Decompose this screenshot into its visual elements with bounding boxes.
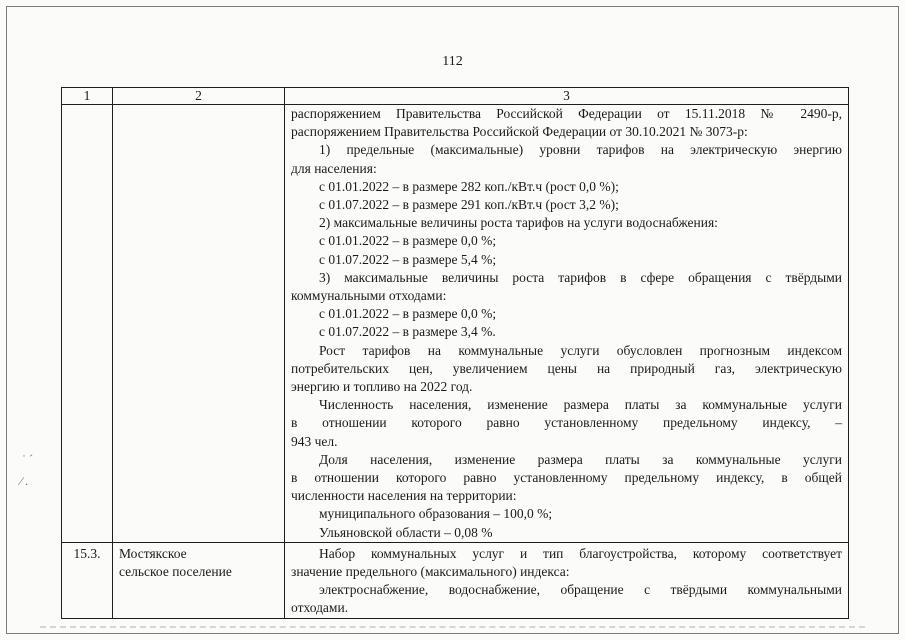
content-line: в отношении которого равно установленному предельному индексу, в общей	[291, 470, 842, 486]
content-line: 3) максимальные величины роста тарифов в сфере обращения с твёрдыми	[319, 269, 842, 285]
content-line: Численность населения, изменение размера платы за коммунальные услуги	[319, 397, 842, 413]
content-line: энергию и топливо на 2022 год.	[291, 379, 473, 395]
content-line: для населения:	[291, 160, 377, 176]
content-line: Доля населения, изменение размера платы за коммунальные услуги	[319, 451, 842, 467]
content-line: значение предельного (максимального) индекса:	[291, 564, 570, 580]
content-line: в отношении которого равно установленному предельному индексу, –	[291, 415, 842, 431]
row-number-cell	[62, 105, 113, 543]
content-line: с 01.07.2022 – в размере 3,4 %.	[319, 324, 496, 340]
row-name-cell	[113, 105, 285, 543]
content-line: численности населения на территории:	[291, 488, 517, 504]
column-header: 2	[113, 88, 285, 105]
column-header: 3	[285, 88, 849, 105]
content-line: потребительских цен, увеличением цены на природный газ, электрическую	[291, 360, 842, 376]
table-header-row	[62, 88, 849, 105]
content-line: 1) предельные (максимальные) уровни тарифов на электрическую энергию	[319, 142, 842, 158]
table-row	[62, 542, 849, 618]
scan-artifact	[40, 626, 865, 632]
document-table	[61, 87, 849, 619]
content-line: с 01.01.2022 – в размере 0,0 %;	[319, 233, 497, 249]
content-line: с 01.01.2022 – в размере 282 коп./кВт.ч (рост 0,0 %);	[319, 178, 619, 194]
scan-mark: ˙ ´	[22, 452, 33, 466]
content-line: Ульяновской области – 0,08 %	[319, 524, 493, 540]
content-line: распоряжением Правительства Российской Федерации от 15.11.2018 № 2490-р,	[291, 106, 842, 121]
content-line: с 01.07.2022 – в размере 5,4 %;	[319, 251, 497, 267]
row-name-cell	[113, 542, 285, 618]
content-line: Рост тарифов на коммунальные услуги обусловлен прогнозным индексом	[319, 342, 842, 358]
row-number-cell: 15.3.	[62, 542, 113, 618]
content-line: 943 чел.	[291, 433, 338, 449]
settlement-name-line: Мостякское	[119, 545, 187, 561]
content-line: муниципального образования – 100,0 %;	[319, 506, 553, 522]
content-line: электроснабжение, водоснабжение, обращение с твёрдыми коммунальными	[319, 582, 842, 598]
table-row	[62, 105, 849, 543]
settlement-name-line: сельское поселение	[119, 564, 232, 580]
content-line: с 01.01.2022 – в размере 0,0 %;	[319, 306, 497, 322]
content-line: 2) максимальные величины роста тарифов на услуги водоснабжения:	[319, 215, 718, 231]
content-line: отходами.	[291, 600, 349, 616]
content-line: с 01.07.2022 – в размере 291 коп./кВт.ч (рост 3,2 %);	[319, 197, 619, 213]
page-number: 112	[442, 54, 463, 69]
content-line: распоряжением Правительства Российской Федерации от 30.10.2021 № 3073-р:	[291, 124, 748, 140]
content-line: Набор коммунальных услуг и тип благоустройства, которому соответствует	[319, 545, 842, 561]
content-line: коммунальными отходами:	[291, 288, 447, 304]
column-header: 1	[62, 88, 113, 105]
row-content-cell	[285, 105, 849, 543]
row-content-cell	[285, 542, 849, 618]
scan-mark: ⁄ .	[20, 474, 29, 488]
